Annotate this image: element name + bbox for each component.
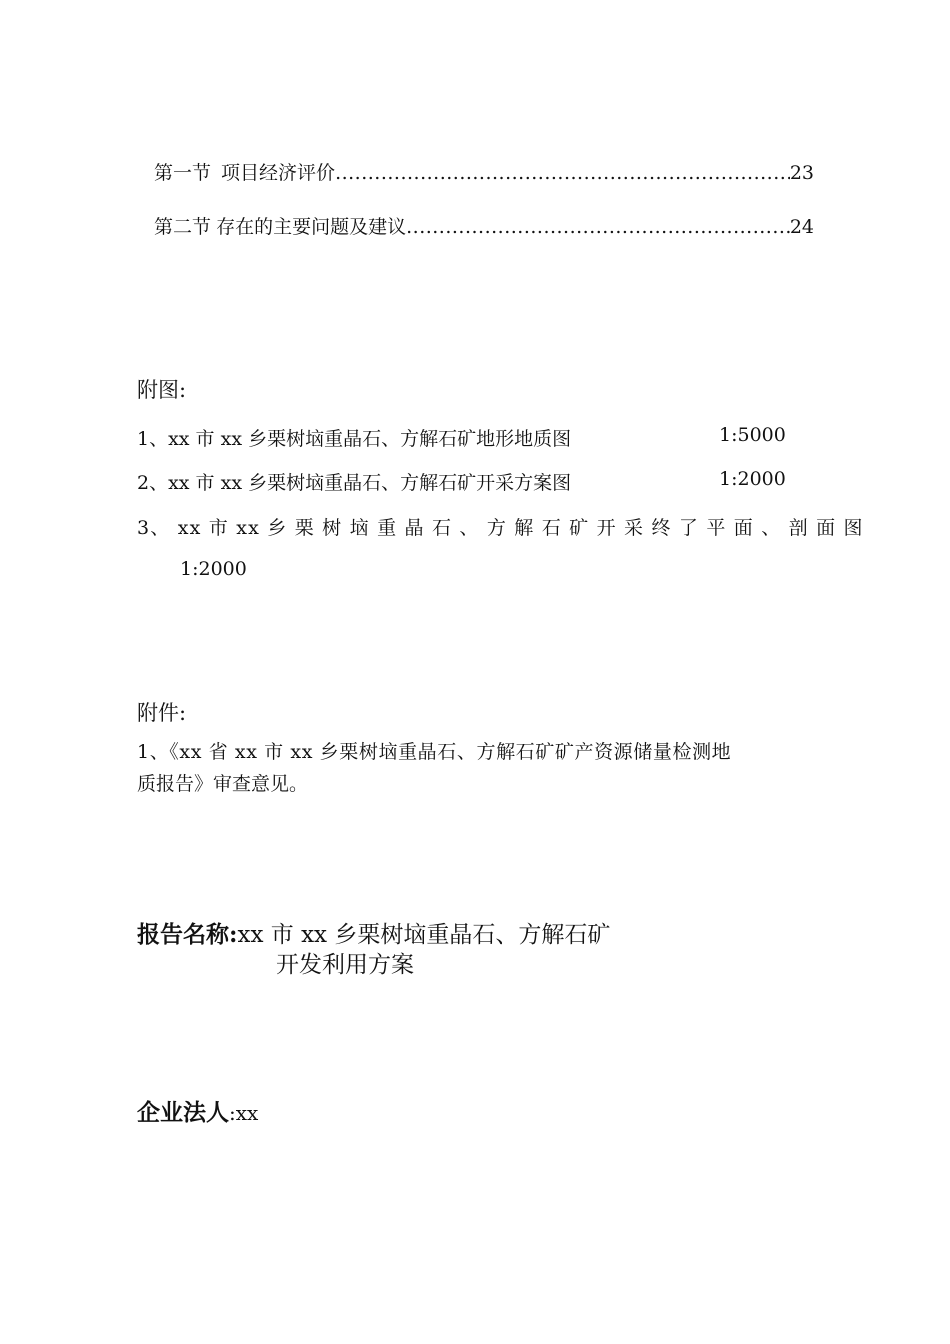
toc-entry[interactable] (154, 212, 814, 239)
toc-leader-dots (335, 162, 790, 184)
figures-heading: 附图: (137, 378, 187, 402)
figure-item: 3、 xx 市 xx 乡 栗 树 垴 重 晶 石 、 方 解 石 矿 开 采 终 了 平 面 、 剖 面 图 (137, 517, 864, 539)
toc-page-number: 23 (789, 162, 814, 184)
figure-scale: 1:2000 (180, 558, 247, 580)
toc-section-title: 项目经济评价 (221, 162, 336, 184)
attachments-heading: 附件: (137, 701, 187, 725)
report-name (137, 916, 610, 949)
toc-section-label: 第一节 (154, 162, 212, 184)
toc-page-number: 24 (789, 216, 814, 238)
report-name-continued: 开发利用方案 (276, 952, 414, 978)
attachment-line: 1、《xx 省 xx 市 xx 乡栗树垴重晶石、方解石矿矿产资源储量检测地 (137, 741, 732, 763)
legal-representative-label: 企业法人 (137, 1099, 229, 1126)
legal-representative-value: :xx (229, 1101, 259, 1125)
report-name-value: xx 市 xx 乡栗树垴重晶石、方解石矿 (237, 922, 611, 948)
figure-scale: 1:5000 (719, 424, 786, 446)
toc-entry[interactable] (154, 158, 814, 185)
toc-section-title: 存在的主要问题及建议 (216, 216, 407, 238)
toc-section-label: 第二节 (154, 216, 212, 238)
report-name-label: 报告名称: (137, 921, 238, 948)
figure-item: 1、xx 市 xx 乡栗树垴重晶石、方解石矿地形地质图 (137, 428, 572, 450)
legal-representative (137, 1094, 258, 1127)
figure-item: 2、xx 市 xx 乡栗树垴重晶石、方解石矿开采方案图 (137, 472, 572, 494)
toc-leader-dots (406, 216, 790, 238)
figure-scale: 1:2000 (719, 468, 786, 490)
attachment-line: 质报告》审查意见。 (137, 773, 309, 795)
